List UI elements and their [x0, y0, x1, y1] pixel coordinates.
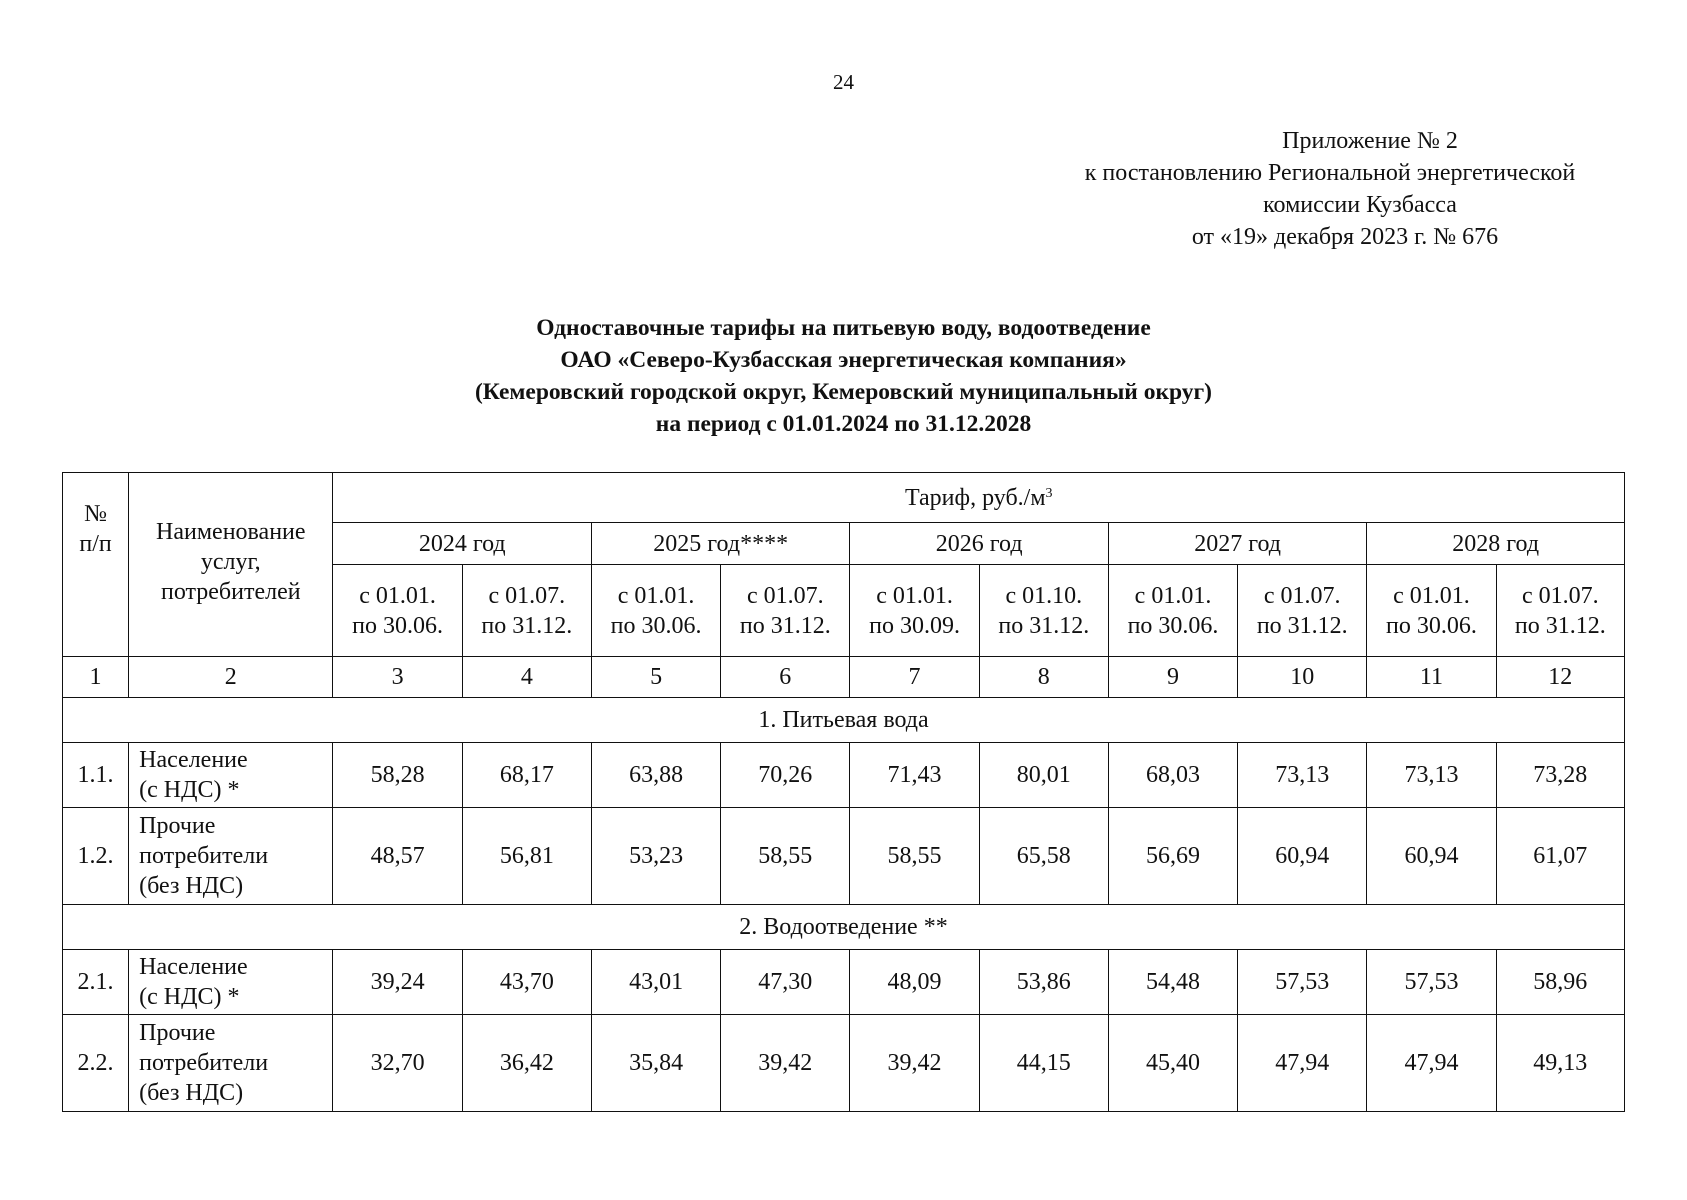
header-year: 2026 год	[850, 523, 1108, 565]
header-name-line-2: услуг,	[200, 549, 261, 575]
tariff-value: 65,58	[979, 808, 1108, 905]
tariff-value: 48,57	[333, 808, 462, 905]
appendix-line-1: Приложение № 2	[1282, 128, 1458, 154]
tariff-value: 60,94	[1238, 808, 1367, 905]
appendix-line-2: к постановлению Региональной энергетической	[1084, 160, 1576, 186]
row-number: 1.1.	[63, 743, 129, 808]
period-start: с 01.01.	[359, 582, 436, 609]
column-number: 12	[1496, 657, 1624, 698]
appendix-line-3: комиссии Кузбасса	[1263, 192, 1457, 218]
period-start: с 01.01.	[617, 582, 695, 609]
header-tariff	[333, 473, 1625, 523]
tariff-value: 54,48	[1108, 950, 1237, 1015]
tariff-value: 39,42	[721, 1015, 850, 1112]
period-end: по 31.12.	[1514, 612, 1606, 639]
tariff-value: 35,84	[591, 1015, 720, 1112]
tariff-table	[62, 472, 1625, 1112]
tariff-value: 45,40	[1108, 1015, 1237, 1112]
tariff-value: 73,28	[1496, 743, 1624, 808]
table-row	[63, 743, 1625, 808]
header-name-cell	[129, 473, 333, 657]
tariff-value: 58,28	[333, 743, 462, 808]
tariff-value: 58,96	[1496, 950, 1624, 1015]
table-row	[63, 808, 1625, 905]
tariff-value: 48,09	[850, 950, 979, 1015]
header-year: 2024 год	[333, 523, 591, 565]
column-number: 5	[591, 657, 720, 698]
section-row	[63, 905, 1625, 950]
period-start: с 01.07.	[746, 582, 824, 609]
header-name-line-1: Наименование	[156, 519, 306, 545]
header-period	[1238, 565, 1367, 657]
row-name-line: потребители	[139, 1050, 269, 1076]
section-row	[63, 698, 1625, 743]
table-body	[63, 657, 1625, 1112]
header-tariff-superscript: 3	[1045, 485, 1053, 501]
period-end: по 30.06.	[1386, 612, 1477, 639]
section-title-drinking-water: 1. Питьевая вода	[63, 698, 1625, 743]
column-number: 4	[462, 657, 591, 698]
header-period	[1108, 565, 1237, 657]
tariff-value: 53,86	[979, 950, 1108, 1015]
title-line-1: Одноставочные тарифы на питьевую воду, водоотведение	[536, 315, 1151, 341]
page-number: 24	[833, 70, 854, 94]
table-row	[63, 950, 1625, 1015]
row-name	[129, 808, 333, 905]
tariff-value: 73,13	[1238, 743, 1367, 808]
header-year: 2025 год****	[591, 523, 849, 565]
tariff-value: 49,13	[1496, 1015, 1624, 1112]
tariff-value: 44,15	[979, 1015, 1108, 1112]
row-number: 2.1.	[63, 950, 129, 1015]
row-name	[129, 950, 333, 1015]
row-name-line: (с НДС) *	[139, 984, 240, 1010]
row-name-line: потребители	[139, 843, 269, 869]
header-number-line-1: №	[84, 501, 107, 527]
row-name-line: Население	[139, 954, 248, 980]
column-number: 11	[1367, 657, 1496, 698]
column-number: 10	[1238, 657, 1367, 698]
tariff-value: 43,70	[462, 950, 591, 1015]
period-start: с 01.01.	[1134, 582, 1212, 609]
title-line-2: ОАО «Северо-Кузбасская энергетическая компания»	[560, 347, 1127, 373]
column-number: 7	[850, 657, 979, 698]
period-end: по 31.12.	[998, 612, 1090, 639]
tariff-value: 53,23	[591, 808, 720, 905]
tariff-value: 47,94	[1367, 1015, 1496, 1112]
period-end: по 31.12.	[739, 612, 831, 639]
header-tariff-label: Тариф, руб./м	[904, 484, 1046, 511]
column-number: 3	[333, 657, 462, 698]
period-start: с 01.07.	[488, 582, 566, 609]
tariff-value: 56,81	[462, 808, 591, 905]
header-number-cell	[63, 473, 129, 657]
header-year: 2028 год	[1367, 523, 1625, 565]
title-line-3: (Кемеровский городской округ, Кемеровский муниципальный округ)	[474, 379, 1212, 405]
column-number-row	[63, 657, 1625, 698]
header-period	[979, 565, 1108, 657]
period-end: по 30.09.	[869, 612, 960, 639]
header-number-line-2: п/п	[79, 531, 112, 557]
tariff-value: 57,53	[1238, 950, 1367, 1015]
tariff-value: 39,42	[850, 1015, 979, 1112]
column-number: 1	[63, 657, 129, 698]
tariff-value: 80,01	[979, 743, 1108, 808]
row-name	[129, 1015, 333, 1112]
tariff-value: 68,03	[1108, 743, 1237, 808]
column-number: 8	[979, 657, 1108, 698]
row-name-line: (без НДС)	[139, 873, 244, 899]
period-end: по 31.12.	[481, 612, 573, 639]
period-start: с 01.01.	[876, 582, 953, 609]
period-end: по 30.06.	[610, 612, 702, 639]
title-line-4: на период с 01.01.2024 по 31.12.2028	[655, 411, 1032, 437]
tariff-value: 32,70	[333, 1015, 462, 1112]
tariff-value: 47,94	[1238, 1015, 1367, 1112]
row-name	[129, 743, 333, 808]
period-end: по 30.06.	[1127, 612, 1219, 639]
tariff-value: 63,88	[591, 743, 720, 808]
row-name-line: (без НДС)	[139, 1080, 244, 1106]
tariff-value: 71,43	[850, 743, 979, 808]
column-number: 9	[1108, 657, 1237, 698]
tariff-value: 57,53	[1367, 950, 1496, 1015]
tariff-value: 70,26	[721, 743, 850, 808]
header-name-line-3: потребителей	[160, 579, 301, 605]
period-start: с 01.10.	[1005, 582, 1083, 609]
tariff-value: 68,17	[462, 743, 591, 808]
tariff-value: 36,42	[462, 1015, 591, 1112]
header-period	[1496, 565, 1624, 657]
row-name-line: Прочие	[139, 813, 216, 839]
header-year: 2027 год	[1108, 523, 1366, 565]
appendix-line-4: от «19» декабря 2023 г. № 676	[1191, 224, 1499, 250]
period-start: с 01.07.	[1263, 582, 1341, 609]
column-number: 6	[721, 657, 850, 698]
row-number: 1.2.	[63, 808, 129, 905]
row-name-line: Население	[139, 747, 248, 773]
row-number: 2.2.	[63, 1015, 129, 1112]
period-end: по 30.06.	[352, 612, 444, 639]
tariff-value: 39,24	[333, 950, 462, 1015]
header-period	[850, 565, 979, 657]
table-header	[63, 473, 1625, 657]
header-period	[462, 565, 591, 657]
row-name-line: Прочие	[139, 1020, 216, 1046]
tariff-value: 56,69	[1108, 808, 1237, 905]
header-period	[591, 565, 720, 657]
tariff-value: 43,01	[591, 950, 720, 1015]
tariff-value: 47,30	[721, 950, 850, 1015]
tariff-value: 58,55	[721, 808, 850, 905]
tariff-value: 58,55	[850, 808, 979, 905]
period-start: с 01.07.	[1521, 582, 1599, 609]
appendix-reference	[1000, 125, 1660, 253]
tariff-value: 73,13	[1367, 743, 1496, 808]
tariff-value: 60,94	[1367, 808, 1496, 905]
period-end: по 31.12.	[1256, 612, 1348, 639]
header-period	[721, 565, 850, 657]
tariff-value: 61,07	[1496, 808, 1624, 905]
column-number: 2	[129, 657, 333, 698]
document-title	[0, 312, 1687, 440]
header-period	[1367, 565, 1496, 657]
header-period	[333, 565, 462, 657]
table-row	[63, 1015, 1625, 1112]
period-start: с 01.01.	[1393, 582, 1470, 609]
section-title-wastewater: 2. Водоотведение **	[63, 905, 1625, 950]
row-name-line: (с НДС) *	[139, 777, 240, 803]
